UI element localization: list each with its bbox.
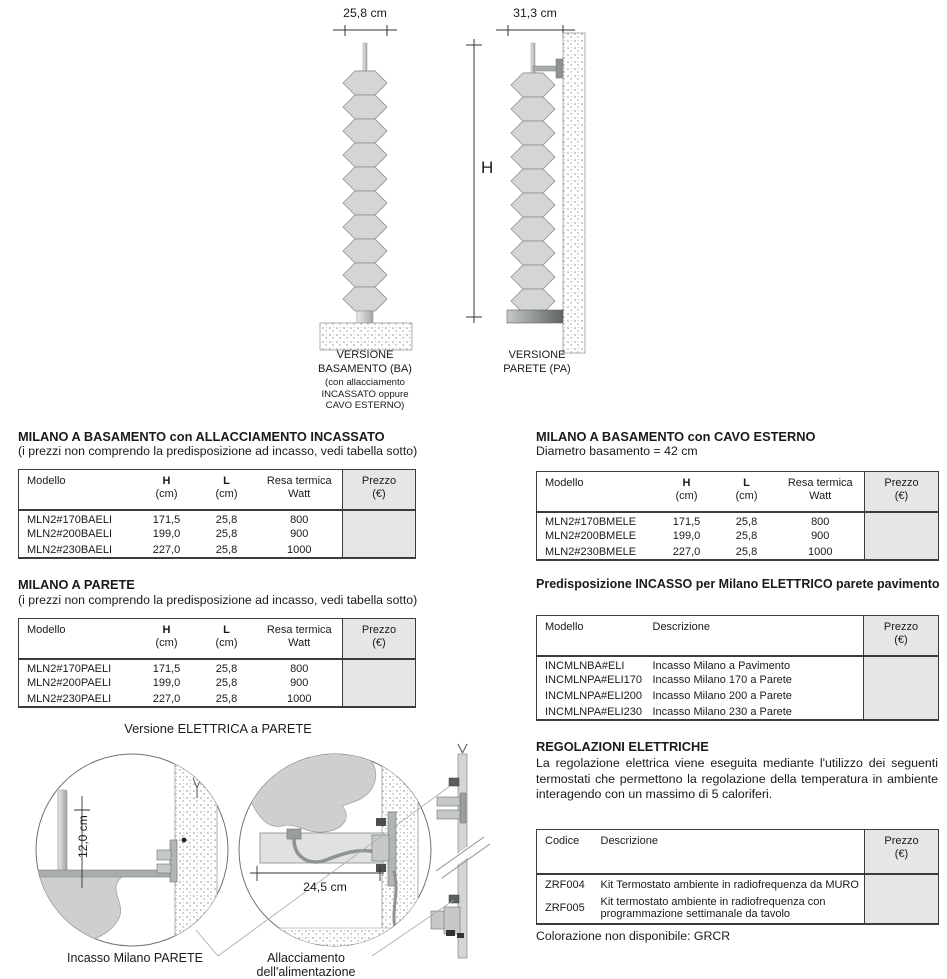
cell-h: 227,0 bbox=[672, 545, 701, 558]
col-header-descrizione: Descrizione bbox=[652, 621, 710, 633]
col-header-h bbox=[137, 470, 197, 511]
header-line: L bbox=[223, 475, 230, 487]
cell-l: 25,8 bbox=[215, 543, 238, 556]
cell-model: MLN2#230PAELI bbox=[27, 692, 112, 705]
cell-h: 171,5 bbox=[672, 516, 701, 528]
cell-price bbox=[865, 528, 939, 544]
col-header-prezzo bbox=[865, 830, 939, 875]
col-header-modello: Modello bbox=[27, 475, 66, 487]
section-subtitle-ba-cavo: Diametro basamento = 42 cm bbox=[536, 444, 698, 458]
table-row bbox=[19, 542, 416, 558]
cell-desc: Kit Termostato ambiente in radiofrequenza da MURO bbox=[600, 879, 859, 891]
header-line: Prezzo bbox=[361, 475, 397, 487]
cell-watt: 900 bbox=[290, 677, 309, 689]
table-ba-incassato bbox=[18, 469, 416, 559]
header-line: H bbox=[682, 477, 691, 489]
table-incasso bbox=[536, 615, 939, 721]
cell-model: MLN2#200PAELI bbox=[27, 677, 112, 689]
radiator-technical-drawing bbox=[300, 25, 620, 355]
header-unit: (cm) bbox=[155, 636, 178, 649]
cell-watt: 800 bbox=[811, 516, 830, 528]
cell-code: ZRF005 bbox=[545, 901, 585, 914]
cell-watt: 1000 bbox=[287, 692, 312, 705]
header-unit: (cm) bbox=[735, 489, 758, 502]
cell-price bbox=[864, 704, 939, 720]
cell-price bbox=[865, 892, 939, 924]
cell-price bbox=[864, 656, 939, 672]
table-header-row bbox=[19, 470, 416, 511]
cell-price bbox=[343, 510, 416, 526]
cell-watt: 800 bbox=[290, 514, 309, 526]
caption-basamento-line2: BASAMENTO (BA) bbox=[318, 362, 412, 375]
section-title-parete: MILANO A PARETE bbox=[18, 577, 135, 592]
col-header-prezzo bbox=[865, 472, 939, 513]
caption-parete-line1: VERSIONE bbox=[508, 349, 566, 361]
cell-model: INCMLNBA#ELI bbox=[545, 660, 625, 672]
header-line: L bbox=[223, 624, 230, 636]
caption-basamento bbox=[310, 349, 420, 376]
height-dimension-line bbox=[466, 39, 482, 323]
table-row bbox=[537, 892, 939, 924]
wall-section bbox=[563, 33, 585, 353]
header-unit: (cm) bbox=[675, 489, 698, 502]
cell-l: 25,8 bbox=[735, 516, 758, 528]
cell-l: 25,8 bbox=[215, 514, 238, 526]
color-note: Colorazione non disponibile: GRCR bbox=[536, 929, 731, 943]
cell-h: 199,0 bbox=[672, 530, 701, 542]
table-row bbox=[537, 656, 939, 672]
table-row bbox=[19, 526, 416, 542]
col-header-l bbox=[717, 472, 777, 513]
table-row bbox=[537, 704, 939, 720]
cell-watt: 1000 bbox=[287, 543, 312, 556]
col-header-codice: Codice bbox=[545, 835, 580, 847]
col-header-prezzo bbox=[864, 616, 939, 657]
table-header-row bbox=[19, 619, 416, 660]
cell-price bbox=[343, 675, 416, 691]
table-row bbox=[537, 512, 939, 528]
dimension-label-vertical: 12,0 cm bbox=[76, 815, 90, 858]
caption-basamento-note bbox=[310, 377, 420, 412]
header-line: Prezzo bbox=[883, 621, 919, 633]
detail-circle-connection bbox=[239, 748, 431, 958]
cell-model: INCMLNPA#ELI230 bbox=[545, 705, 643, 718]
cell-watt: 900 bbox=[290, 528, 309, 540]
header-line: Resa termica bbox=[266, 624, 332, 636]
header-line: L bbox=[743, 477, 750, 489]
radiator-parete-diagram bbox=[496, 25, 585, 353]
dimension-label-parete-width: 31,3 cm bbox=[513, 6, 557, 20]
cell-model: MLN2#200BAELI bbox=[27, 528, 112, 540]
caption-parete bbox=[482, 349, 592, 376]
col-header-watt bbox=[257, 619, 343, 660]
cell-model: INCMLNPA#ELI170 bbox=[545, 674, 643, 686]
bracket-arm bbox=[38, 870, 177, 877]
cell-price bbox=[864, 672, 939, 688]
cell-price bbox=[343, 691, 416, 707]
regolazioni-body: La regolazione elettrica viene eseguita mediante l'utilizzo dei seguenti termostati che permettono la regolazione della temperatura in ambiente interagendo con un massimo di 5 caloriferi. bbox=[536, 756, 938, 802]
header-unit: (€) bbox=[372, 487, 386, 500]
dimension-label-height: H bbox=[481, 158, 494, 177]
wall-section bbox=[175, 748, 217, 958]
col-header-modello: Modello bbox=[27, 624, 66, 636]
table-row bbox=[537, 688, 939, 704]
radiator-side-profile bbox=[431, 744, 490, 958]
cell-l: 25,8 bbox=[215, 528, 238, 540]
note-line: (con allacciamento bbox=[325, 377, 405, 388]
cell-price bbox=[343, 542, 416, 558]
detail-circle-bracket bbox=[34, 748, 228, 958]
cell-desc: Incasso Milano 200 a Parete bbox=[652, 690, 792, 702]
cell-l: 25,8 bbox=[735, 530, 758, 542]
cell-price bbox=[865, 544, 939, 560]
radiator-basamento-diagram bbox=[320, 25, 412, 350]
cell-desc: Incasso Milano 170 a Parete bbox=[652, 674, 792, 686]
wall-cable bbox=[394, 872, 396, 932]
cell-watt: 1000 bbox=[808, 545, 833, 558]
dimension-label-horizontal: 24,5 cm bbox=[303, 880, 347, 894]
cell-price bbox=[343, 659, 416, 675]
table-header-row bbox=[537, 472, 939, 513]
col-header-l bbox=[197, 619, 257, 660]
header-line: Prezzo bbox=[884, 477, 919, 489]
col-header-modello: Modello bbox=[545, 621, 584, 633]
col-header-prezzo bbox=[343, 619, 416, 660]
caption-incasso-parete: Incasso Milano PARETE bbox=[67, 951, 203, 965]
header-unit: (cm) bbox=[215, 487, 238, 500]
section-title-regolazioni: REGOLAZIONI ELETTRICHE bbox=[536, 739, 709, 754]
section-title-ba-cavo: MILANO A BASAMENTO con CAVO ESTERNO bbox=[536, 429, 816, 444]
header-unit: Watt bbox=[288, 636, 311, 649]
cell-model: MLN2#170PAELI bbox=[27, 663, 112, 675]
floor-section bbox=[240, 928, 425, 948]
table-row bbox=[19, 510, 416, 526]
table-row bbox=[19, 659, 416, 675]
cell-h: 227,0 bbox=[152, 543, 181, 556]
table-row bbox=[537, 544, 939, 560]
cell-model: MLN2#200BMELE bbox=[545, 530, 637, 542]
cell-desc: Incasso Milano a Pavimento bbox=[652, 660, 791, 672]
section-title-incasso: Predisposizione INCASSO per Milano ELETTRICO parete pavimento bbox=[536, 577, 940, 591]
table-row bbox=[537, 672, 939, 688]
header-line: H bbox=[162, 475, 171, 487]
cell-watt: 900 bbox=[811, 530, 830, 542]
header-unit: (€) bbox=[894, 489, 909, 502]
section-subtitle-parete: (i prezzi non comprendo la predisposizione ad incasso, vedi tabella sotto) bbox=[18, 593, 418, 607]
section-subtitle-ba-incassato: (i prezzi non comprendo la predisposizione ad incasso, vedi tabella sotto) bbox=[18, 444, 418, 458]
header-unit: (€) bbox=[372, 636, 386, 649]
header-unit: (cm) bbox=[215, 636, 238, 649]
bottom-diagram-title: Versione ELETTRICA a PARETE bbox=[124, 721, 312, 736]
cell-watt: 800 bbox=[290, 663, 309, 675]
col-header-modello: Modello bbox=[545, 477, 584, 489]
table-row bbox=[19, 691, 416, 707]
table-termostati bbox=[536, 829, 939, 925]
col-header-watt bbox=[777, 472, 865, 513]
header-unit: (€) bbox=[894, 847, 909, 860]
cell-l: 25,8 bbox=[215, 663, 238, 675]
cell-l: 25,8 bbox=[735, 545, 758, 558]
section-title-ba-incassato: MILANO A BASAMENTO con ALLACCIAMENTO INCASSATO bbox=[18, 429, 385, 444]
cell-l: 25,8 bbox=[215, 677, 238, 689]
col-header-h bbox=[137, 619, 197, 660]
note-line: INCASSATO oppure bbox=[321, 388, 409, 400]
col-header-descrizione: Descrizione bbox=[600, 835, 658, 847]
col-header-watt bbox=[257, 470, 343, 511]
cell-price bbox=[343, 526, 416, 542]
cell-price bbox=[865, 512, 939, 528]
header-line: Prezzo bbox=[884, 835, 919, 847]
cell-l: 25,8 bbox=[215, 692, 238, 705]
cell-model: MLN2#230BAELI bbox=[27, 543, 112, 556]
dimension-label-basamento-width: 25,8 cm bbox=[343, 6, 387, 20]
note-line: CAVO ESTERNO) bbox=[325, 400, 405, 411]
cell-model: MLN2#230BMELE bbox=[545, 545, 637, 558]
header-unit: Watt bbox=[809, 489, 832, 502]
cell-desc: Incasso Milano 230 a Parete bbox=[652, 705, 792, 718]
cell-h: 227,0 bbox=[152, 692, 181, 705]
col-header-l bbox=[197, 470, 257, 511]
table-parete bbox=[18, 618, 416, 708]
cell-model: MLN2#170BAELI bbox=[27, 514, 112, 526]
table-row bbox=[19, 675, 416, 691]
table-ba-cavo bbox=[536, 471, 939, 561]
cell-model: MLN2#170BMELE bbox=[545, 516, 637, 528]
cell-code: ZRF004 bbox=[545, 879, 585, 891]
cell-h: 171,5 bbox=[152, 514, 181, 526]
cell-h: 171,5 bbox=[152, 663, 181, 675]
header-line: Prezzo bbox=[361, 624, 397, 636]
table-row bbox=[537, 528, 939, 544]
caption-basamento-line1: VERSIONE bbox=[336, 349, 394, 361]
header-line: H bbox=[162, 624, 171, 636]
radiator-rod bbox=[58, 790, 67, 872]
header-unit: (€) bbox=[894, 633, 908, 646]
cell-desc: Kit termostato ambiente in radiofrequenza con programmazione settimanale da tavolo bbox=[600, 895, 826, 920]
header-line: Resa termica bbox=[266, 475, 332, 487]
header-unit: (cm) bbox=[155, 487, 178, 500]
col-header-h bbox=[657, 472, 717, 513]
anchor-hook bbox=[458, 744, 467, 753]
table-row bbox=[537, 874, 939, 892]
cell-h: 199,0 bbox=[152, 528, 181, 540]
cell-model: INCMLNPA#ELI200 bbox=[545, 690, 643, 702]
caption-allacciamento: Allacciamento dell'alimentazione bbox=[256, 951, 356, 979]
cell-price bbox=[865, 874, 939, 892]
col-header-prezzo bbox=[343, 470, 416, 511]
caption-parete-line2: PARETE (PA) bbox=[503, 362, 571, 375]
cell-price bbox=[864, 688, 939, 704]
header-unit: Watt bbox=[288, 487, 311, 500]
table-header-row bbox=[537, 830, 939, 875]
table-header-row bbox=[537, 616, 939, 657]
cell-h: 199,0 bbox=[152, 677, 181, 689]
header-line: Resa termica bbox=[787, 477, 853, 489]
